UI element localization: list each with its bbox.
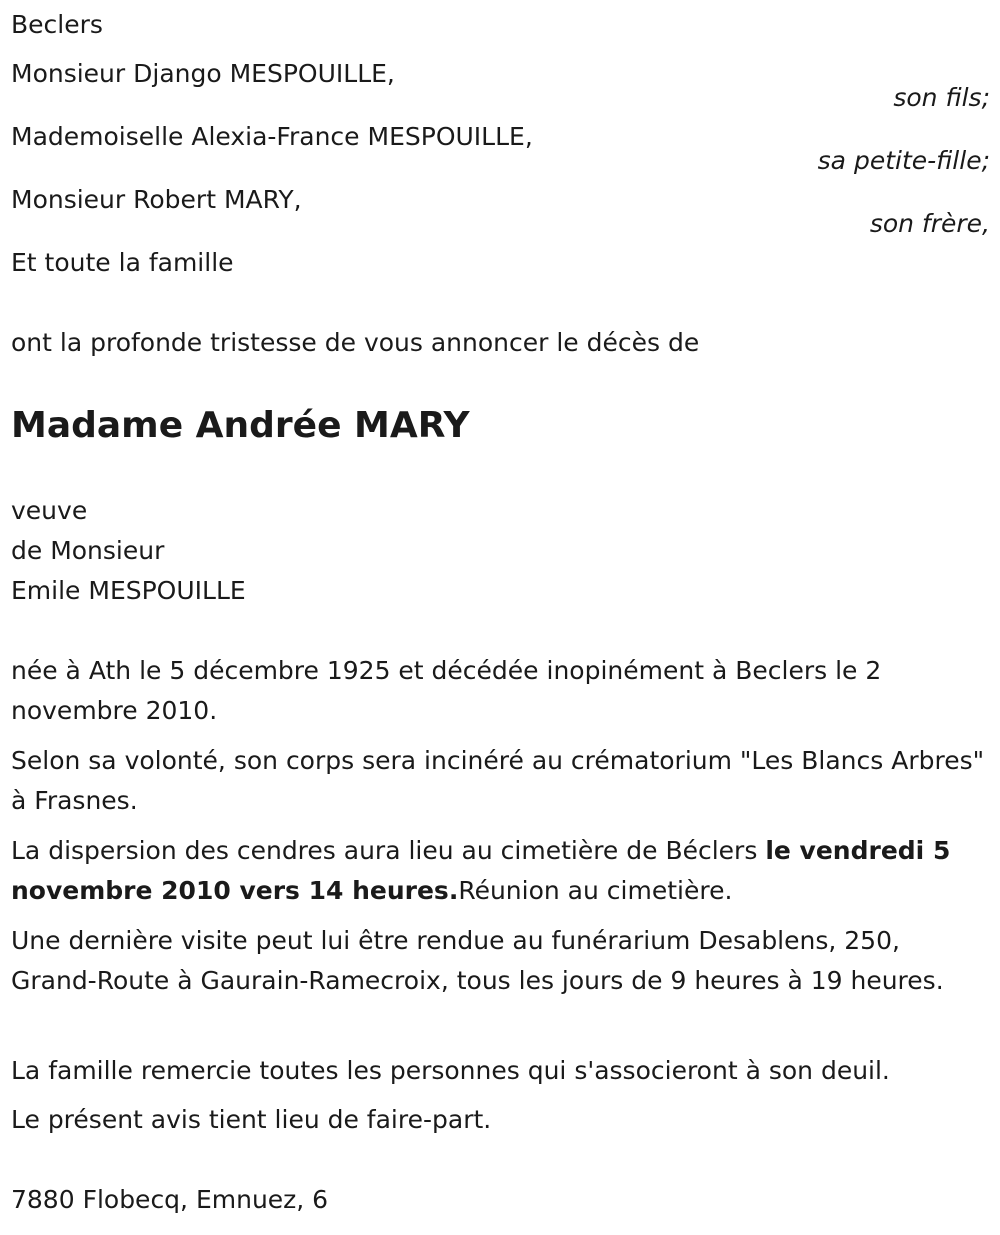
- dispersion-date: le vendredi 5 novembre 2010 vers 14 heures.: [11, 836, 951, 905]
- family-member-granddaughter: Mademoiselle Alexia-France MESPOUILLE,: [11, 122, 533, 151]
- status-widow: veuve: [11, 496, 88, 525]
- family-member-brother: Monsieur Robert MARY,: [11, 185, 302, 214]
- thanks-paragraph: La famille remercie toutes les personnes qui s'associeront à son deuil.: [11, 1056, 890, 1085]
- address: 7880 Flobecq, Emnuez, 6: [11, 1185, 329, 1214]
- relation-son: son fils;: [893, 83, 990, 112]
- deceased-name: Madame Andrée MARY: [11, 405, 470, 446]
- status-of-mister: de Monsieur: [11, 536, 165, 565]
- family-closing: Et toute la famille: [11, 248, 234, 277]
- relation-brother: son frère,: [869, 209, 990, 238]
- status-spouse-name: Emile MESPOUILLE: [11, 576, 246, 605]
- relation-granddaughter: sa petite-fille;: [817, 146, 990, 175]
- dispersion-paragraph: [11, 831, 986, 911]
- visit-paragraph: Une dernière visite peut lui être rendue au funérarium Desablens, 250, Grand-Route à Gaurain-Ramecroix, tous les jours de 9 heures à 19 heures.: [11, 926, 944, 995]
- cremation-paragraph: Selon sa volonté, son corps sera incinéré au crématorium "Les Blancs Arbres" à Frasnes.: [11, 746, 985, 815]
- birth-death-paragraph: née à Ath le 5 décembre 1925 et décédée inopinément à Beclers le 2 novembre 2010.: [11, 656, 882, 725]
- dispersion-text: La dispersion des cendres aura lieu au cimetière de Béclers: [11, 836, 766, 865]
- announcement-text: ont la profonde tristesse de vous annoncer le décès de: [11, 328, 700, 357]
- family-member-son: Monsieur Django MESPOUILLE,: [11, 59, 395, 88]
- place-name: Beclers: [11, 10, 103, 39]
- dispersion-meeting: Réunion au cimetière.: [458, 876, 733, 905]
- notice-paragraph: Le présent avis tient lieu de faire-part.: [11, 1105, 492, 1134]
